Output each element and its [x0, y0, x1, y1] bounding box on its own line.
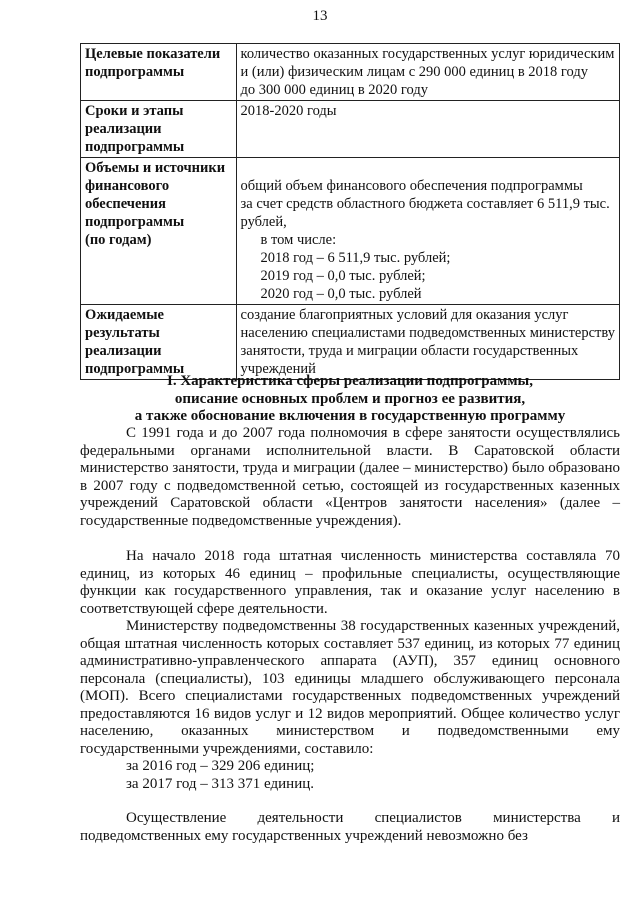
- row-label: [81, 305, 237, 380]
- paragraph: На начало 2018 года штатная численность министерства составляла 70 единиц, из которых 46 единиц – профильные специалисты, осуществляющие функции как государственного управления, так и оказание услуг населению в соответствующей сфере деятельности.: [80, 548, 620, 617]
- page-number: 13: [312, 8, 328, 24]
- section-body: [80, 618, 620, 793]
- label-line: подпрограммы: [85, 214, 185, 230]
- value-line: за счет средств областного бюджета составляет 6 511,9 тыс.: [240, 196, 610, 212]
- value-line: количество оказанных государственных услуг юридическим: [240, 46, 615, 62]
- row-value: [236, 44, 619, 101]
- label-line: Сроки и этапы: [85, 103, 184, 119]
- table-row: [81, 305, 620, 380]
- value-line: населению специалистами подведомственных министерству: [240, 325, 615, 341]
- value-line: и (или) физическим лицам с 290 000 единиц в 2018 году: [240, 64, 588, 80]
- value-line: учреждений: [240, 361, 316, 377]
- heading-line: описание основных проблем и прогноз ее развития,: [174, 390, 526, 407]
- row-value: [236, 101, 619, 158]
- row-value: [236, 158, 619, 305]
- table-row: [81, 101, 620, 158]
- section-body: [80, 425, 620, 530]
- table-row: [81, 44, 620, 101]
- passport-table: [80, 43, 620, 380]
- section-body: [80, 548, 620, 618]
- label-line: обеспечения: [85, 196, 166, 212]
- value-line: создание благоприятных условий для оказания услуг: [240, 307, 569, 323]
- label-line: Объемы и источники: [85, 160, 226, 176]
- value-line: 2019 год – 0,0 тыс. рублей;: [260, 268, 426, 284]
- row-label: [81, 44, 237, 101]
- heading-line: а также обоснование включения в государственную программу: [134, 408, 566, 424]
- label-line: Целевые показатели: [85, 46, 221, 62]
- table-row: [81, 158, 620, 305]
- value-line: 2018-2020 годы: [240, 103, 337, 119]
- label-line: подпрограммы: [85, 139, 185, 155]
- value-line: 2020 год – 0,0 тыс. рублей: [260, 286, 422, 302]
- paragraph: С 1991 года и до 2007 года полномочия в сфере занятости осуществлялись федеральными органами исполнительной власти. В Саратовской области министерство занятости, труда и миграции (далее – министерство) было образовано в 2007 году с подведомственной сетью, состоящей из государственных казенных учреждений Саратовской области «Центров занятости населения» (далее – государственные подведомственные учреждения).: [80, 425, 620, 529]
- value-line: занятости, труда и миграции области государственных: [240, 343, 579, 359]
- label-line: подпрограммы: [85, 64, 185, 80]
- label-line: результаты: [85, 325, 160, 341]
- section-body: [80, 810, 620, 845]
- value-line: 2018 год – 6 511,9 тыс. рублей;: [260, 250, 451, 266]
- list-item: за 2016 год – 329 206 единиц;: [126, 758, 315, 774]
- label-line: (по годам): [85, 232, 152, 248]
- section-heading: [80, 373, 620, 426]
- label-line: реализации: [85, 343, 162, 359]
- value-line: в том числе:: [260, 232, 337, 248]
- label-line: Ожидаемые: [85, 307, 164, 323]
- row-label: [81, 158, 237, 305]
- row-value: [236, 305, 619, 380]
- list-item: за 2017 год – 313 371 единиц.: [126, 775, 315, 792]
- value-line: общий объем финансового обеспечения подпрограммы: [240, 178, 583, 194]
- label-line: реализации: [85, 121, 162, 137]
- paragraph: Министерству подведомственны 38 государственных казенных учреждений, общая штатная численность которых составляет 537 единиц, из которых 77 единиц административно-управленческого аппарата (АУП), 357 единиц основного персонала (специалисты), 103 единицы младшего обслуживающего персонала (МОП). Всего специалистами государственных подведомственных учреждений предоставляются 16 видов услуг и 12 видов мероприятий. Общее количество услуг населению, оказанных министерством и подведомственными ему государственными учреждениями, составило:: [80, 618, 620, 757]
- heading-line: I. Характеристика сферы реализации подпрограммы,: [166, 373, 534, 389]
- label-line: финансового: [85, 178, 170, 194]
- value-line: рублей,: [240, 214, 287, 230]
- value-line: до 300 000 единиц в 2020 году: [240, 82, 428, 98]
- row-label: [81, 101, 237, 158]
- paragraph: Осуществление деятельности специалистов министерства и подведомственных ему государственных учреждений невозможно без: [80, 810, 620, 844]
- label-line: подпрограммы: [85, 361, 185, 377]
